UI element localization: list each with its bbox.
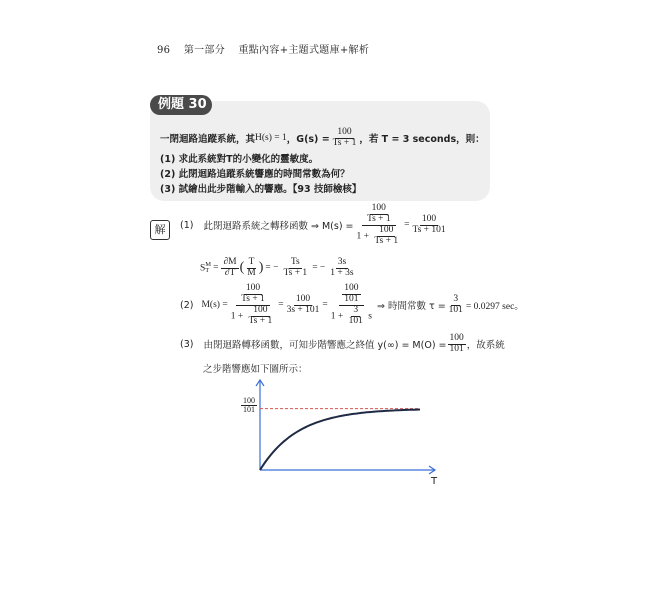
page-header	[157, 41, 379, 56]
sensitivity-equation	[200, 258, 357, 279]
p1-label: (1)	[180, 219, 194, 231]
g-fraction	[331, 128, 359, 149]
solution-part-2	[180, 284, 524, 327]
sens-fraction-3	[328, 258, 355, 279]
y-tick-num: 100	[243, 396, 255, 405]
g-prefix: ，G(s) =	[286, 134, 330, 146]
p2-c-dp: 1 +	[330, 311, 344, 322]
p1-inner-fraction-1	[365, 204, 393, 225]
p3-text: 由閉迴路轉移函數，可知步階響應之終值 y(∞) = M(O) =	[203, 340, 447, 352]
p1-inner-fraction-2	[372, 226, 400, 247]
p1-inner-num-2: 100	[379, 224, 394, 235]
p2-a-dp: 1 +	[230, 311, 244, 322]
p2-eq2: =	[322, 300, 328, 311]
solution-mark: 解	[150, 220, 170, 240]
p1-result-fraction	[410, 215, 447, 236]
p1-result-num: 100	[421, 213, 437, 224]
p2-label: (2)	[180, 299, 194, 311]
p1-inner-den-2: Ts + 1	[374, 235, 399, 246]
stem-prefix: 一閉迴路追蹤系統，其	[160, 134, 256, 146]
h-expression: H(s) = 1	[255, 133, 287, 144]
step-response-chart	[230, 378, 445, 490]
solution-part-3	[180, 334, 505, 355]
p3-den: 101	[449, 343, 464, 354]
p1-text: 此閉迴路系統之轉移函數 ⇒ M(s) =	[203, 221, 354, 233]
p1-den-prefix: 1 +	[356, 231, 369, 242]
p2-c-num	[339, 284, 363, 306]
p2-c-inner-1	[342, 284, 360, 305]
p2-arrow-text: ⇒ 時間常數 τ =	[376, 301, 446, 313]
sens-f2-den: Ts + 1	[283, 267, 308, 278]
p2-tau-den: 101	[448, 304, 463, 315]
p1-big-num	[362, 204, 396, 226]
p2-c-dd: 101	[348, 315, 363, 326]
g-numerator: 100	[337, 127, 352, 137]
p3-suffix: ，故系統	[466, 340, 505, 352]
chart-layer	[256, 380, 435, 474]
p2-a-inner-1	[239, 284, 267, 305]
example-stem	[160, 128, 485, 149]
p2-tau-value: = 0.0297 sec。	[465, 302, 524, 313]
p2-a-inner-2	[247, 306, 275, 327]
p2-c-ds: s	[368, 311, 372, 322]
p2-tau-num: 3	[453, 293, 459, 304]
p2-c-nd: 101	[344, 293, 359, 304]
sens-f3-num: 3s	[337, 257, 347, 267]
question-1: (1) 求此系統對T的小變化的靈敏度。	[160, 154, 319, 165]
sens-symbol	[200, 262, 211, 275]
sens-sup: M	[205, 260, 212, 268]
sens-dt: ∂T	[224, 267, 236, 278]
p1-big-den	[355, 226, 404, 247]
sens-ratio-fraction	[245, 258, 257, 279]
x-axis-label: T	[431, 476, 438, 487]
p2-fraction-c	[329, 284, 374, 327]
p2-a-nn: 100	[245, 283, 261, 293]
p1-equals: =	[404, 220, 410, 231]
p1-result-den: Ts + 101	[412, 224, 446, 235]
part-label: 第一部分	[183, 45, 226, 56]
p2-a-den	[229, 306, 278, 327]
p2-c-den	[329, 306, 374, 327]
page-number: 96	[157, 45, 171, 56]
sens-m: M	[247, 267, 256, 278]
p2-tau-fraction	[447, 295, 465, 316]
section-label: 重點內容+主題式題庫+解析	[238, 45, 370, 56]
p2-fraction-a	[229, 284, 278, 327]
p1-big-fraction	[355, 204, 404, 247]
p2-a-dd: Ts + 1	[248, 315, 273, 326]
sens-t: T	[248, 257, 255, 267]
y-tick-den: 101	[243, 405, 255, 415]
question-3: (3) 試繪出此步階輸入的響應。【93 技師檢核】	[160, 184, 362, 195]
sens-f2-num: Ts	[290, 257, 300, 267]
p1-inner-num-1: 100	[371, 203, 386, 213]
p3-num: 100	[449, 333, 464, 343]
p3-fraction	[448, 334, 466, 355]
p1-inner-den-1: Ts + 1	[366, 213, 391, 224]
example-tag: 例題 30	[150, 95, 212, 115]
p3-line-2: 之步階響應如下圖所示：	[203, 364, 308, 375]
solution-part-1	[180, 204, 449, 247]
sens-rparen: )	[258, 260, 264, 276]
question-2: (2) 此閉迴路追蹤系統響應的時間常數為何？	[160, 169, 350, 180]
p2-lhs: M(s) =	[201, 300, 228, 311]
p2-c-nn: 100	[344, 283, 359, 293]
p2-eq1: =	[278, 300, 284, 311]
sens-fraction-2	[281, 258, 309, 279]
sens-eq1: =	[213, 263, 219, 274]
sens-dm: ∂M	[223, 257, 237, 267]
p2-fraction-b	[285, 295, 322, 316]
p3-label: (3)	[180, 338, 194, 350]
p2-a-num	[236, 284, 270, 306]
sens-f3-den: 1 + 3s	[330, 267, 354, 278]
p2-a-dn: 100	[253, 304, 268, 315]
stem-suffix: ，若 T = 3 seconds，則：	[359, 134, 485, 146]
sens-eq3: = −	[312, 263, 326, 274]
p2-a-nd: Ts + 1	[241, 293, 265, 304]
p2-c-dn: 3	[353, 304, 359, 315]
sens-sub: T	[205, 267, 210, 275]
sens-s: S	[200, 263, 206, 274]
sens-partial-fraction	[221, 258, 238, 279]
step-response-curve	[260, 410, 420, 471]
g-denominator: Ts + 1	[332, 137, 357, 148]
sens-eq2: = −	[265, 263, 279, 274]
p2-b-num: 100	[295, 293, 311, 304]
sens-lparen: (	[239, 260, 245, 276]
p2-c-inner-2	[347, 306, 365, 327]
y-tick-label	[241, 397, 257, 415]
p2-b-den: 3s + 101	[286, 304, 320, 315]
